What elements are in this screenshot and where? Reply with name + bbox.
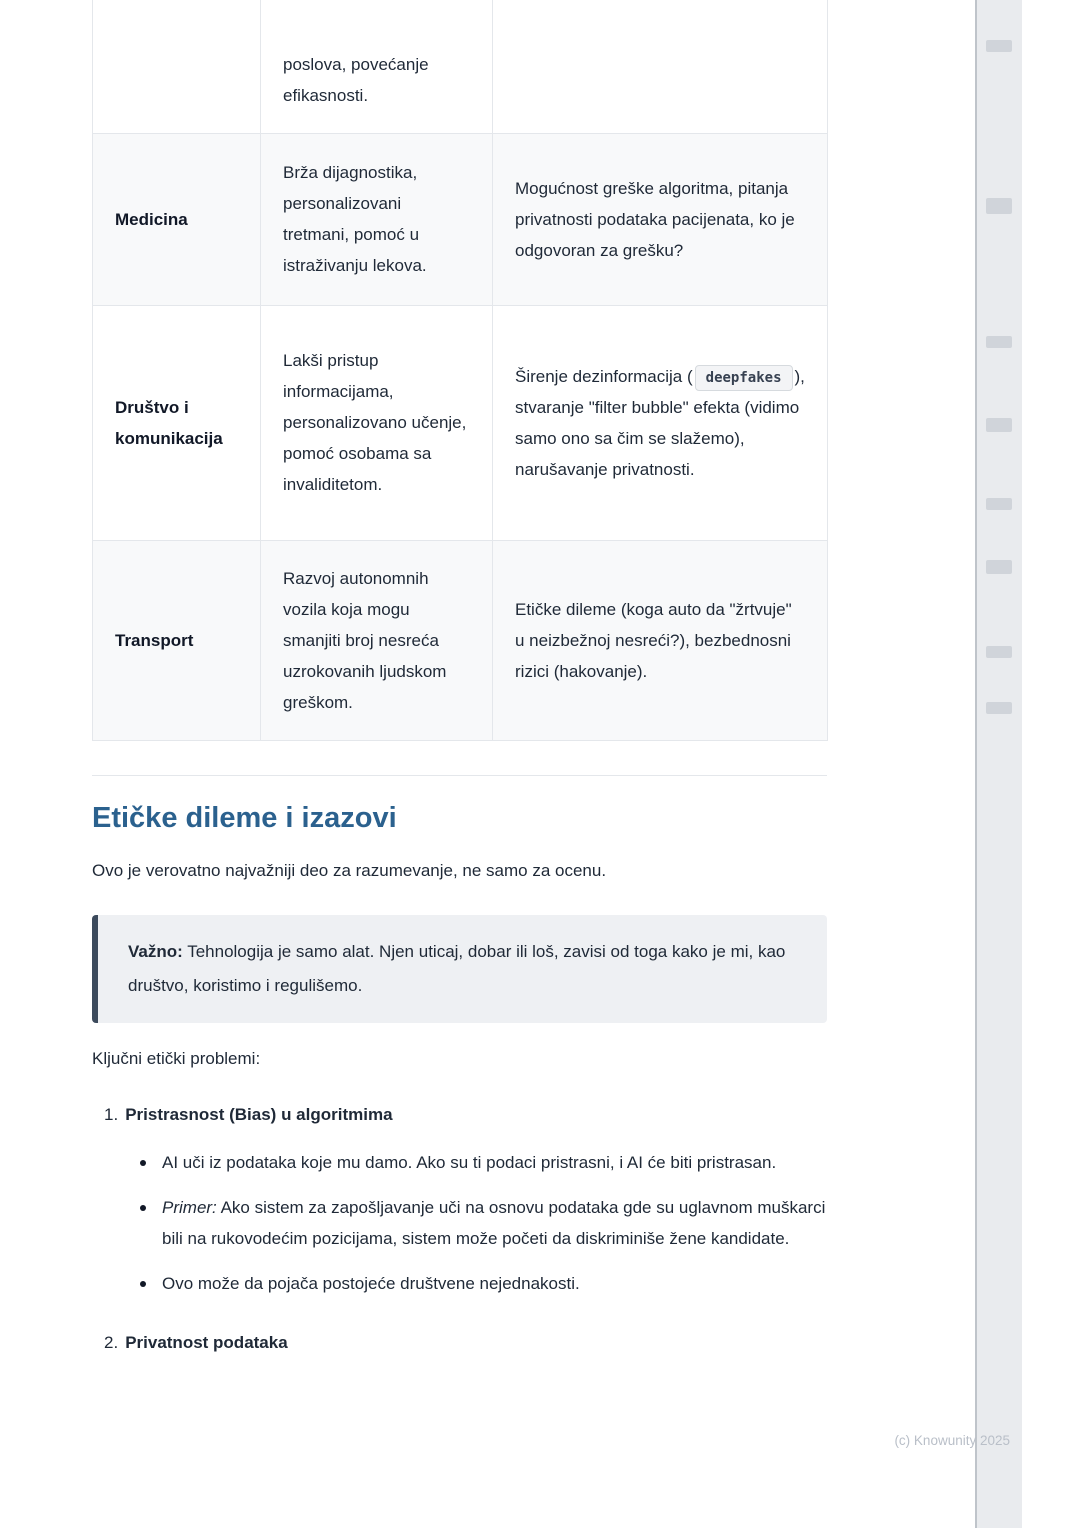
cell-category: Društvo i komunikacija bbox=[93, 305, 261, 540]
callout-text bbox=[128, 935, 801, 1003]
list-item-privacy bbox=[92, 1329, 827, 1357]
list-number: 2. bbox=[104, 1332, 119, 1352]
list-item-bias bbox=[92, 1101, 827, 1129]
list-title: Pristrasnost (Bias) u algoritmima bbox=[125, 1104, 393, 1124]
adjacent-page-text-peek bbox=[986, 198, 1012, 214]
bullet-text bbox=[162, 1147, 776, 1178]
section-divider bbox=[92, 775, 827, 776]
cell-benefits: Brža dijagnostika, personalizovani tretmani, pomoć u istraživanju lekova. bbox=[261, 133, 493, 305]
adjacent-page-text-peek bbox=[986, 498, 1012, 510]
cell-risks bbox=[493, 0, 828, 133]
cell-risks bbox=[493, 305, 828, 540]
list-number: 1. bbox=[104, 1104, 119, 1124]
table-row-transport bbox=[93, 540, 828, 740]
footer-credit: (c) Knowunity 2025 bbox=[894, 1433, 1010, 1448]
cell-risks: Mogućnost greške algoritma, pitanja privatnosti podataka pacijenata, ko je odgovoran za grešku? bbox=[493, 133, 828, 305]
scrollbar-track[interactable] bbox=[975, 0, 1022, 1528]
intro-paragraph: Ovo je verovatno najvažniji deo za razumevanje, ne samo za ocenu. bbox=[92, 860, 607, 880]
cell-benefits: Lakši pristup informacijama, personalizovano učenje, pomoć osobama sa invaliditetom. bbox=[261, 305, 493, 540]
bullet-item bbox=[140, 1147, 827, 1178]
bullet-body: Ovo može da pojača postojeće društvene nejednakosti. bbox=[162, 1273, 580, 1293]
table-row-drustvo bbox=[93, 305, 828, 540]
bullet-dot bbox=[140, 1160, 146, 1166]
ethics-problems-list bbox=[92, 1101, 827, 1357]
cell-category: Transport bbox=[93, 540, 261, 740]
bullet-item bbox=[140, 1268, 827, 1299]
bullet-text bbox=[162, 1268, 580, 1299]
problems-intro: Ključni etički problemi: bbox=[92, 1048, 261, 1068]
risks-text-after: ), stvaranje "filter bubble" efekta (vidimo samo ono sa čim se slažemo), narušavanje privatnosti. bbox=[515, 366, 805, 479]
adjacent-page-text-peek bbox=[986, 702, 1012, 714]
table-row-medicina bbox=[93, 133, 828, 305]
callout-label: Važno: bbox=[128, 941, 183, 961]
bullet-dot bbox=[140, 1281, 146, 1287]
page-content bbox=[92, 0, 827, 1357]
bias-bullet-list bbox=[140, 1147, 827, 1299]
adjacent-page-text-peek bbox=[986, 336, 1012, 348]
important-callout bbox=[92, 915, 827, 1023]
adjacent-page-text-peek bbox=[986, 646, 1012, 658]
bullet-text bbox=[162, 1192, 827, 1254]
cell-benefits: poslova, povećanje efikasnosti. bbox=[261, 0, 493, 133]
bullet-dot bbox=[140, 1205, 146, 1211]
list-title: Privatnost podataka bbox=[125, 1332, 288, 1352]
cell-category bbox=[93, 0, 261, 133]
callout-body: Tehnologija je samo alat. Njen uticaj, dobar ili loš, zavisi od toga kako je mi, kao društvo, koristimo i regulišemo. bbox=[128, 941, 786, 995]
table-row-partial bbox=[93, 0, 828, 133]
cell-category: Medicina bbox=[93, 133, 261, 305]
adjacent-page-text-peek bbox=[986, 418, 1012, 432]
adjacent-page-text-peek bbox=[986, 560, 1012, 574]
inline-code-deepfakes: deepfakes bbox=[695, 365, 793, 391]
adjacent-page-text-peek bbox=[986, 40, 1012, 52]
bullet-lead: Primer: bbox=[162, 1197, 217, 1217]
cell-benefits: Razvoj autonomnih vozila koja mogu smanjiti broj nesreća uzrokovanih ljudskom greškom. bbox=[261, 540, 493, 740]
bullet-body: AI uči iz podataka koje mu damo. Ako su ti podaci pristrasni, i AI će biti pristrasan. bbox=[162, 1152, 777, 1172]
ai-impact-table bbox=[92, 0, 828, 741]
bullet-body: Ako sistem za zapošljavanje uči na osnovu podataka gde su uglavnom muškarci bili na rukovodećim pozicijama, sistem može početi da diskriminiše žene kandidate. bbox=[162, 1197, 826, 1248]
cell-risks: Etičke dileme (koga auto da "žrtvuje" u neizbežnoj nesreći?), bezbednosni rizici (hakovanje). bbox=[493, 540, 828, 740]
section-heading: Etičke dileme i izazovi bbox=[92, 801, 397, 834]
risks-text-before: Širenje dezinformacija ( bbox=[515, 366, 693, 386]
bullet-item bbox=[140, 1192, 827, 1254]
